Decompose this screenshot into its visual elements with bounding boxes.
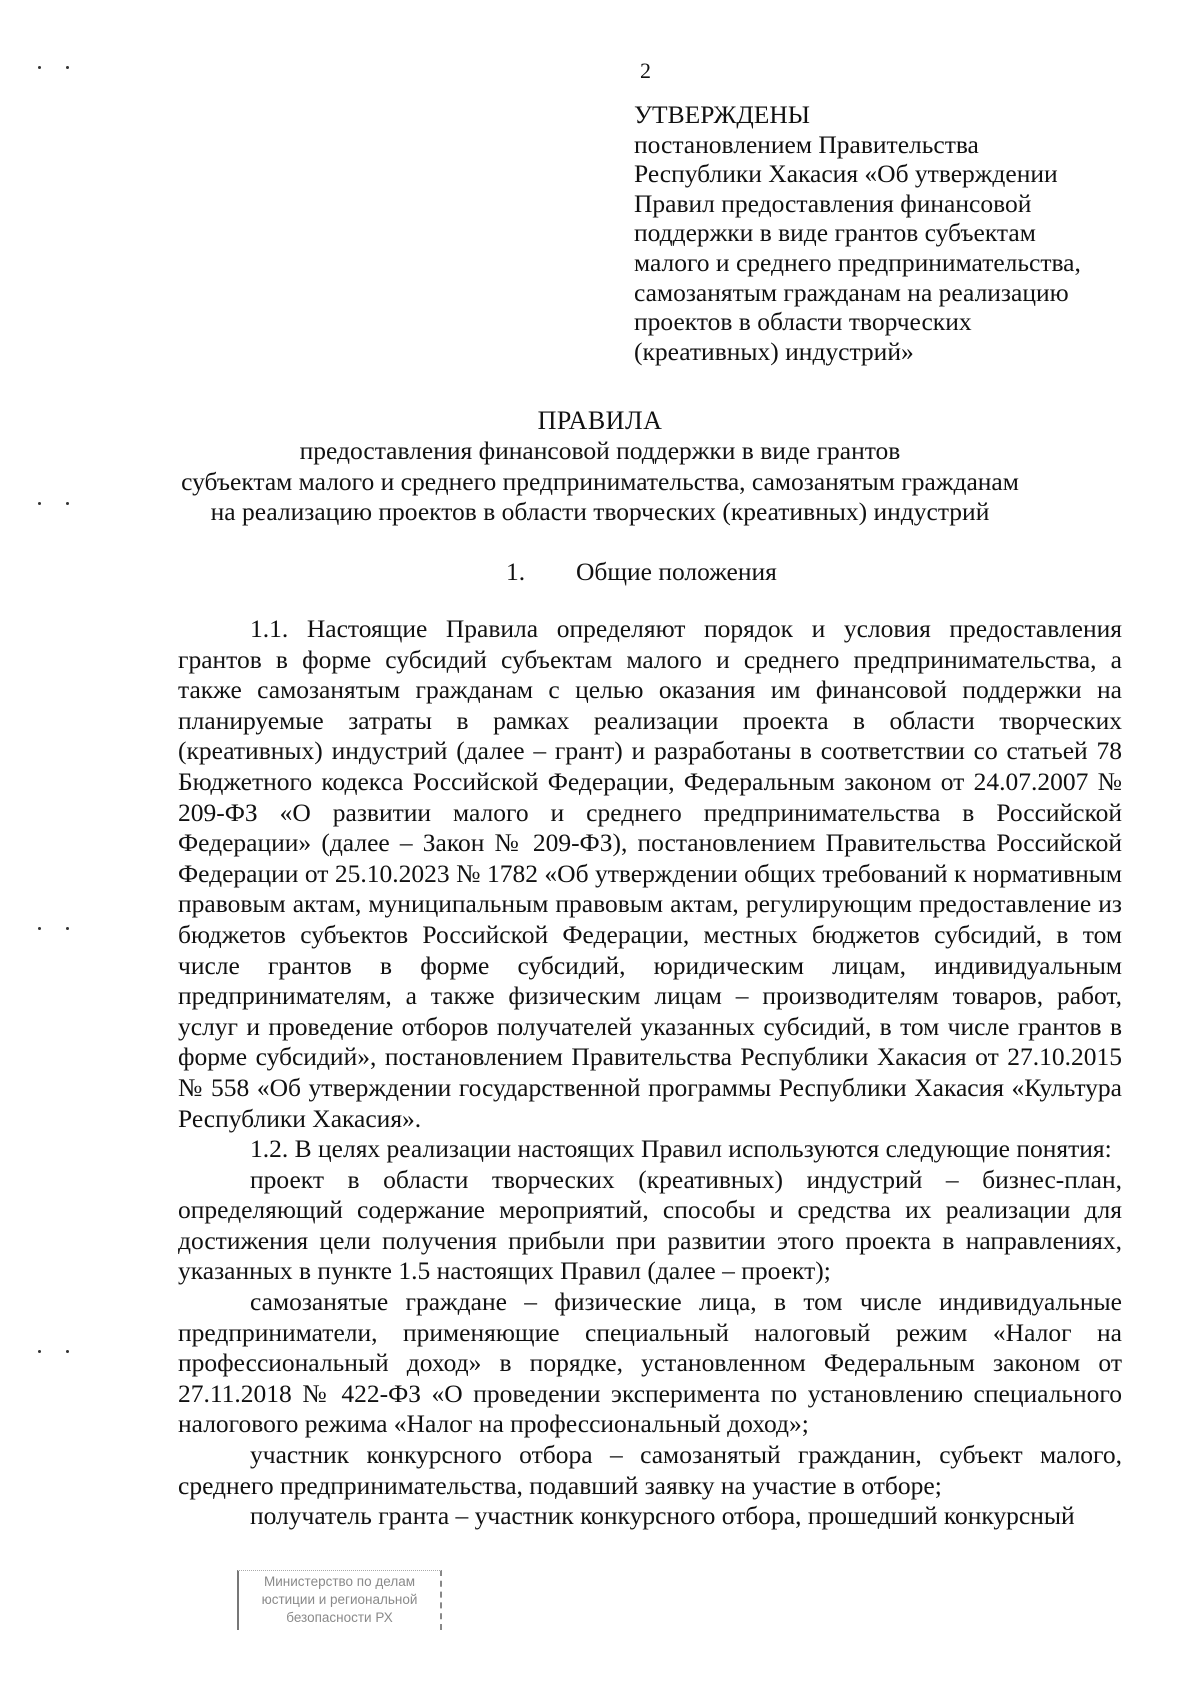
punch-hole-dot — [66, 1350, 69, 1353]
approval-line: самозанятым гражданам на реализацию — [634, 277, 1069, 307]
title-line: предоставления финансовой поддержки в виде грантов — [299, 436, 901, 465]
approval-line: (креативных) индустрий» — [634, 336, 914, 366]
punch-hole-dot — [66, 66, 69, 69]
punch-hole-dot — [38, 1350, 41, 1353]
section-title: Общие положения — [576, 557, 777, 586]
stamp-line: безопасности РХ — [286, 1610, 393, 1625]
paragraph: самозанятые граждане – физические лица, в том числе индивидуальные предприниматели, применяющие специальный налоговый режим «Налог на профессиональный доход» в порядке, установленном Федеральным законом от 27.11.2018 № 422-ФЗ «О проведении эксперимента по установлению специального налогового режима «Налог на профессиональный доход»; — [178, 1287, 1122, 1439]
title-line: на реализацию проектов в области творческих (креативных) индустрий — [210, 497, 990, 526]
approval-heading: УТВЕРЖДЕНЫ — [634, 100, 810, 129]
paragraph: 1.2. В целях реализации настоящих Правил используются следующие понятия: — [250, 1134, 1112, 1164]
punch-hole-dot — [66, 927, 69, 930]
punch-hole-dot — [38, 66, 41, 69]
stamp-line: Министерство по делам — [264, 1574, 415, 1589]
approval-line: проектов в области творческих — [634, 307, 972, 337]
document-title — [0, 406, 1200, 528]
approval-block — [634, 100, 1104, 366]
title-line: субъектам малого и среднего предпринимательства, самозанятым гражданам — [181, 466, 1019, 496]
ministry-stamp — [237, 1570, 442, 1630]
paragraph: 1.1. Настоящие Правила определяют порядок и условия предоставления грантов в форме субсидий субъектам малого и среднего предпринимательства, а также самозанятым гражданам с целью оказания им финансовой поддержки на планируемые затраты в рамках реализации проекта в области творческих (креативных) индустрий (далее – грант) и разработаны в соответствии со статьей 78 Бюджетного кодекса Российской Федерации, Федеральным законом от 24.07.2007 № 209-ФЗ «О развитии малого и среднего предпринимательства в Российской Федерации» (далее – Закон № 209-ФЗ), постановлением Правительства Российской Федерации от 25.10.2023 № 1782 «Об утверждении общих требований к нормативным правовым актам, муниципальным правовым актам, регулирующим предоставление из бюджетов субъектов Российской Федерации, местных бюджетов субсидий, в том числе грантов в форме субсидий, юридическим лицам, индивидуальным предпринимателям, а также физическим лицам – производителям товаров, работ, услуг и проведение отборов получателей указанных субсидий, в том числе грантов в форме субсидий», постановлением Правительства Республики Хакасия от 27.10.2015 № 558 «Об утверждении государственной программы Республики Хакасия «Культура Республики Хакасия». — [178, 614, 1122, 1133]
section-heading — [506, 557, 777, 587]
stamp-line: юстиции и региональной — [261, 1592, 418, 1607]
punch-hole-dot — [38, 502, 41, 505]
approval-line: малого и среднего предпринимательства, — [634, 247, 1081, 277]
punch-hole-dot — [38, 927, 41, 930]
document-body — [178, 614, 1122, 1532]
paragraph: участник конкурсного отбора – самозанятый гражданин, субъект малого, среднего предпринимательства, подавший заявку на участие в отборе; — [178, 1440, 1122, 1500]
paragraph: получатель гранта – участник конкурсного отбора, прошедший конкурсный — [250, 1501, 1075, 1531]
page-number: 2 — [640, 58, 651, 83]
paragraph: проект в области творческих (креативных) индустрий – бизнес-план, определяющий содержание мероприятий, способы и средства их реализации для достижения цели получения прибыли при развитии этого проекта в направлениях, указанных в пункте 1.5 настоящих Правил (далее – проект); — [178, 1164, 1122, 1286]
approval-line: Правил предоставления финансовой — [634, 188, 1032, 218]
title-heading: ПРАВИЛА — [537, 406, 663, 435]
section-number: 1. — [506, 557, 526, 586]
approval-line: постановлением Правительства — [634, 129, 979, 159]
approval-line: поддержки в виде грантов субъектам — [634, 218, 1036, 248]
punch-hole-dot — [66, 502, 69, 505]
approval-line: Республики Хакасия «Об утверждении — [634, 159, 1058, 189]
